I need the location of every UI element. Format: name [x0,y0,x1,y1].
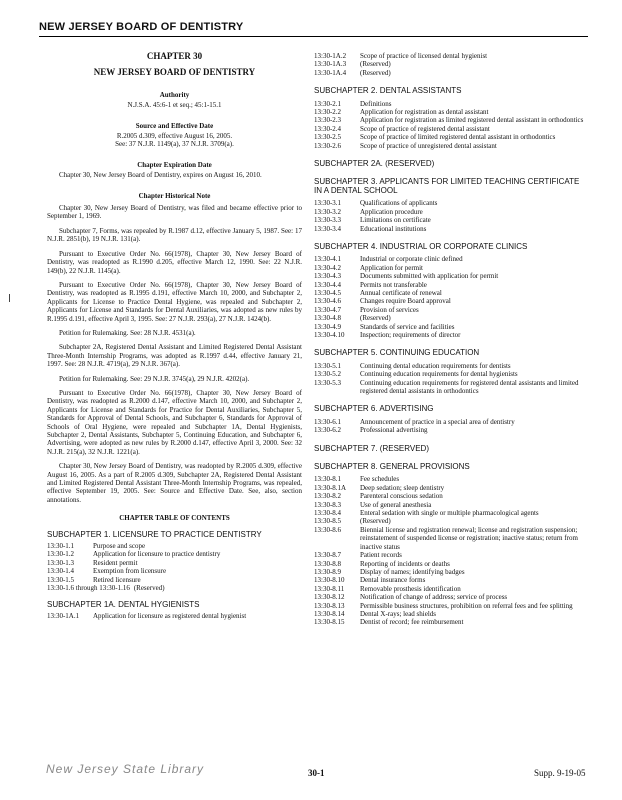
section-number: 13:30-5.3 [314,378,342,387]
history-paragraph: Subchapter 7, Forms, was repealed by R.1987 d.12, effective January 5, 1987. See: 17 N.J.R. 2851(b), 19 N.J.R. 131(a). [47,226,302,244]
section-number: 13:30-1A.1 [47,611,80,620]
history-paragraph: Subchapter 2A, Registered Dental Assistant and Limited Registered Dental Assistant Three-Month Internship Programs, was adopted as R.1997 d.44, effective January 21, 1997. See: 28 N.J.R. 4719(a), 29 N.J.R. 367(a). [47,343,302,369]
section-title: Announcement of practice in a special area of dentistry [360,417,515,426]
toc-entry [314,100,589,108]
toc-entry [47,567,302,575]
toc-entry [314,199,589,207]
section-title: Industrial or corporate clinic defined [360,255,463,264]
section-title: Educational institutions [360,224,427,233]
subchapter-5-list [314,362,589,396]
section-title: Standards of service and facilities [360,322,455,331]
history-paragraph: Pursuant to Executive Order No. 66(1978), Chapter 30, New Jersey Board of Dentistry, was readopted as R.1990 d.205, effective March 12, 1990. See: 22 N.J.R. 149(b), 22 N.J.R. 1145(a). [47,249,302,275]
margin-mark [9,294,10,302]
toc-entry [314,108,589,116]
section-title: Scope of practice of unregistered dental assistant [360,141,497,150]
section-title: Dentist of record; fee reimbursement [360,618,464,627]
toc-entry [314,264,589,272]
chapter-number: CHAPTER 30 [146,51,203,61]
toc-title: CHAPTER TABLE OF CONTENTS [119,514,230,523]
section-title: Application for licensure as registered dental hygienist [93,611,247,620]
section-title: Notification of change of address; service of process [360,593,508,602]
section-title: Provision of services [360,305,419,314]
source-line-2: See: 37 N.J.R. 1149(a), 37 N.J.R. 3709(a). [115,140,234,149]
section-number: 13:30-2.5 [314,133,342,142]
section-title: Purpose and scope [93,542,146,551]
section-title: (Reserved) [360,60,391,69]
toc-entry [314,142,589,150]
supplement-date: Supp. 9-19-05 [534,768,586,778]
toc-entry [314,418,589,426]
history-paragraph: Petition for Rulemaking. See: 28 N.J.R. 4531(a). [59,328,196,337]
section-number: 13:30-8.11 [314,584,345,593]
toc-entry [314,323,589,331]
toc-entry [314,593,589,601]
toc-entry [314,208,589,216]
toc-entry [314,60,589,68]
section-number: 13:30-1.1 [47,542,75,551]
right-column [314,52,589,627]
toc-entry [314,379,589,396]
history-paragraph: Petition for Rulemaking. See: 29 N.J.R. 3745(a), 29 N.J.R. 4202(a). [59,374,250,383]
toc-entry [314,526,589,551]
toc-entry [314,225,589,233]
history-heading: Chapter Historical Note [138,191,211,200]
subchapter-1a-title: SUBCHAPTER 1A. DENTAL HYGIENISTS [47,599,200,609]
expiration-text: Chapter 30, New Jersey Board of Dentistry, expires on August 16, 2010. [59,171,262,180]
toc-entry [314,551,589,559]
section-title: Patient records [360,551,402,560]
section-number: 13:30-1.6 through 13:30-1.16 [47,584,130,593]
section-title: Permits not transferable [360,280,427,289]
subchapter-8-title: SUBCHAPTER 8. GENERAL PROVISIONS [314,462,470,472]
header-rule [39,36,588,37]
toc-entry [314,475,589,483]
subchapter-2a-title: SUBCHAPTER 2A. (RESERVED) [314,159,435,169]
section-title: Exemption from licensure [93,567,167,576]
section-title: Enteral sedation with single or multiple pharmacological agents [360,509,539,518]
expiration-heading: Chapter Expiration Date [137,160,212,169]
toc-entry [314,297,589,305]
section-number: 13:30-2.3 [314,116,342,125]
section-number: 13:30-4.6 [314,297,342,306]
toc-entry [314,610,589,618]
source-line-1: R.2005 d.309, effective August 16, 2005. [116,132,233,141]
section-title: Application for registration as limited registered dental assistant in orthodontics [360,116,584,125]
section-title: (Reserved) [360,314,391,323]
section-number: 13:30-8.2 [314,492,342,501]
section-title: Inspection; requirements of director [360,330,461,339]
section-number: 13:30-8.6 [314,525,342,534]
subchapter-3-title: SUBCHAPTER 3. APPLICANTS FOR LIMITED TEACHING CERTIFICATE IN A DENTAL SCHOOL [314,177,580,195]
history-paragraph: Chapter 30, New Jersey Board of Dentistry, was readopted by R.2005 d.309, effective August 16, 2005. As a part of R.2005 d.309, Subchapter 2A, Registered Dental Assistant and Limited Registered Dental Assistant Three-Month Internship Programs, was repealed, effective September 19, 2005. See: Source and Effective Date. See, also, section annotations. [47,462,302,504]
section-number: 13:30-1.3 [47,558,75,567]
toc-entry [314,133,589,141]
toc-entry [314,585,589,593]
subchapter-2-list [314,100,589,150]
toc-entry [314,255,589,263]
section-title: (Reserved) [360,517,391,526]
toc-entry [314,289,589,297]
section-number: 13:30-8.12 [314,593,345,602]
section-number: 13:30-8.4 [314,509,342,518]
toc-entry [314,125,589,133]
section-number: 13:30-3.3 [314,216,342,225]
section-number: 13:30-2.1 [314,99,342,108]
section-title: Documents submitted with application for permit [360,272,499,281]
toc-entry [314,362,589,370]
subchapter-1a-continued [314,52,589,77]
section-number: 13:30-4.8 [314,314,342,323]
section-number: 13:30-1A.3 [314,60,347,69]
section-title: Application for permit [360,263,423,272]
section-title: Professional advertising [360,426,428,435]
subchapter-5-title: SUBCHAPTER 5. CONTINUING EDUCATION [314,348,480,358]
section-number: 13:30-5.2 [314,370,342,379]
section-title: Resident permit [93,558,138,567]
section-number: 13:30-5.1 [314,361,342,370]
toc-entry [314,426,589,434]
toc-entry [47,584,302,592]
history-notes [47,204,302,504]
subchapter-6-title: SUBCHAPTER 6. ADVERTISING [314,404,434,414]
source-heading: Source and Effective Date [135,121,214,130]
toc-entry [314,602,589,610]
section-number: 13:30-4.9 [314,322,342,331]
toc-entry [314,484,589,492]
section-number: 13:30-2.4 [314,124,342,133]
toc-entry [314,618,589,626]
section-number: 13:30-1.5 [47,575,75,584]
authority-heading: Authority [159,90,190,99]
toc-entry [47,542,302,550]
section-number: 13:30-3.4 [314,224,342,233]
subchapter-8-list [314,475,589,626]
section-title: Continuing dental education requirements for dentists [360,361,511,370]
section-number: 13:30-2.2 [314,108,342,117]
history-paragraph: Pursuant to Executive Order No. 66(1978), Chapter 30, New Jersey Board of Dentistry, was readopted as R.1995 d.191, effective March 10, 2000, and Subchapter 2, Applicants for License to Practice Dental Hygiene, was repealed and Subchapter 2, Applicants for License and Standards for Dental Auxiliaries, was adopted as new rules by R.1995 d.191, effective April 3, 1995. See: 27 N.J.R. 293(a), 27 N.J.R. 1424(b). [47,280,302,323]
section-number: 13:30-8.7 [314,551,342,560]
section-number: 13:30-1A.4 [314,68,347,77]
toc-entry [47,559,302,567]
section-number: 13:30-2.6 [314,141,342,150]
section-number: 13:30-1.2 [47,550,75,559]
page-number: 30-1 [308,768,325,778]
section-title: Display of names; identifying badges [360,567,465,576]
section-number: 13:30-8.14 [314,609,345,618]
section-number: 13:30-6.2 [314,426,342,435]
toc-entry [314,216,589,224]
section-number: 13:30-4.5 [314,288,342,297]
section-title: Scope of practice of limited registered dental assistant in orthodontics [360,133,556,142]
section-number: 13:30-3.2 [314,207,342,216]
section-title: Deep sedation; sleep dentistry [360,483,445,492]
toc-entry [314,331,589,339]
subchapter-4-list [314,255,589,339]
library-watermark: New Jersey State Library [46,762,205,776]
section-title: Fee schedules [360,475,400,484]
running-header: NEW JERSEY BOARD OF DENTISTRY [39,21,244,33]
section-number: 13:30-1.4 [47,567,75,576]
toc-entry [314,370,589,378]
toc-entry [314,116,589,124]
section-title: Application for licensure to practice dentistry [93,550,221,559]
section-title: (Reserved) [360,68,391,77]
section-number: 13:30-8.9 [314,567,342,576]
section-title: Scope of practice of licensed dental hygienist [360,52,488,60]
history-paragraph: Chapter 30, New Jersey Board of Dentistry, was filed and became effective prior to September 1, 1969. [47,204,302,221]
toc-entry [47,550,302,558]
section-title: Reporting of incidents or deaths [360,559,450,568]
toc-entry [314,281,589,289]
section-title: Application procedure [360,207,423,216]
section-number: 13:30-4.1 [314,255,342,264]
section-number: 13:30-4.7 [314,305,342,314]
toc-entry [314,517,589,525]
subchapter-2-title: SUBCHAPTER 2. DENTAL ASSISTANTS [314,86,462,96]
section-number: 13:30-8.5 [314,517,342,526]
section-title: Dental insurance forms [360,576,426,585]
toc-entry [47,576,302,584]
toc-entry [314,560,589,568]
section-number: 13:30-8.13 [314,601,345,610]
section-title: Changes require Board approval [360,297,451,306]
left-column [47,52,302,620]
section-title: Use of general anesthesia [360,500,432,509]
section-title: Scope of practice of registered dental assistant [360,124,490,133]
section-number: 13:30-6.1 [314,417,342,426]
toc-entry [314,492,589,500]
subchapter-1-list [47,542,302,592]
toc-entry [314,69,589,77]
subchapter-7-title: SUBCHAPTER 7. (RESERVED) [314,443,429,453]
section-number: 13:30-1A.2 [314,52,347,60]
subchapter-4-title: SUBCHAPTER 4. INDUSTRIAL OR CORPORATE CLINICS [314,241,528,251]
subchapter-3-list [314,199,589,233]
section-number: 13:30-4.4 [314,280,342,289]
toc-entry [314,314,589,322]
section-number: 13:30-4.2 [314,263,342,272]
authority-text: N.J.S.A. 45:6-1 et seq.; 45:1-15.1 [127,101,222,110]
subchapter-1-title: SUBCHAPTER 1. LICENSURE TO PRACTICE DENTISTRY [47,529,262,539]
section-title: Continuing education requirements for registered dental assistants and limited registered dental assistants in orthodontics [360,378,579,395]
section-title: Dental X-rays; lead shields [360,609,437,618]
subchapter-6-list [314,418,589,435]
toc-entry [314,509,589,517]
section-title: (Reserved) [133,584,165,593]
section-title: Annual certificate of renewal [360,288,442,297]
chapter-title: NEW JERSEY BOARD OF DENTISTRY [93,67,256,78]
section-title: Application for registration as dental assistant [360,108,489,117]
history-paragraph: Pursuant to Executive Order No. 66(1978), Chapter 30, New Jersey Board of Dentistry, was readopted as R.2000 d.147, effective March 10, 2000, and Subchapter 2, Applicants for License and Standards for Practice for Dental Auxiliaries, Subchapter 5, Standards for Approval of Dental Schools, and Subchapter 6, Standards for Approval of Schools of Oral Hygiene, were repealed and Subchapter 1A, Dental Hygienists, Subchapter 2, Dental Assistants, Subchapter 5, Continuing Education, and Subchapter 6, Advertising, were adopted as new rules by R.2000 d.147, effective April 3, 2000. See: 32 N.J.R. 215(a), 32 N.J.R. 1221(a). [47,388,302,456]
section-title: Continuing education requirements for dental hygienists [360,370,518,379]
section-title: Removable prosthesis identification [360,584,461,593]
toc-entry [47,612,302,620]
toc-entry [314,52,589,60]
section-title: Qualifications of applicants [360,199,438,208]
section-title: Parenteral conscious sedation [360,492,443,501]
section-number: 13:30-8.1 [314,475,342,484]
toc-entry [314,576,589,584]
toc-entry [314,568,589,576]
section-number: 13:30-3.1 [314,199,342,208]
section-title: Biennial license and registration renewal; license and registration suspension; reinstatement of suspended license or registration; inactive status; return from inactive status [360,525,578,551]
toc-entry [314,501,589,509]
toc-entry [314,306,589,314]
section-title: Retired licensure [93,575,141,584]
section-number: 13:30-8.10 [314,576,345,585]
section-number: 13:30-8.8 [314,559,342,568]
section-number: 13:30-8.1A [314,483,347,492]
section-number: 13:30-8.15 [314,618,345,627]
section-number: 13:30-4.10 [314,330,345,339]
section-number: 13:30-8.3 [314,500,342,509]
section-number: 13:30-4.3 [314,272,342,281]
toc-entry [314,272,589,280]
section-title: Limitations on certificate [360,216,431,225]
section-title: Definitions [360,99,392,108]
section-title: Permissible business structures, prohibition on referral fees and fee splitting [360,601,573,610]
